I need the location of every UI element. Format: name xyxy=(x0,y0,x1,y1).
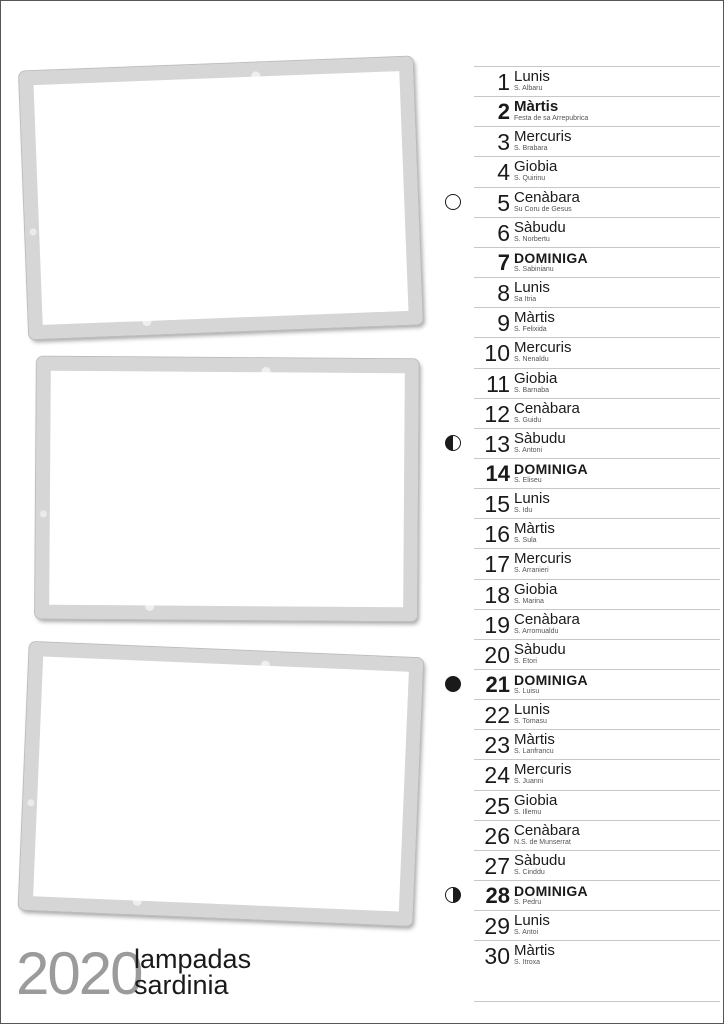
day-number: 27 xyxy=(484,852,510,879)
day-row xyxy=(474,126,720,156)
day-row xyxy=(474,458,720,488)
saint-name: S. Idu xyxy=(514,507,533,515)
day-row xyxy=(474,428,720,458)
day-number: 11 xyxy=(486,370,510,397)
day-row xyxy=(474,669,720,699)
day-number: 22 xyxy=(484,702,510,729)
saint-name: S. Lanfrancu xyxy=(514,748,554,756)
day-row xyxy=(474,398,720,428)
day-name: Màrtis xyxy=(514,731,555,749)
saint-name: S. Sabinianu xyxy=(514,265,554,273)
day-row xyxy=(474,729,720,759)
photo-frame-3 xyxy=(19,642,424,926)
day-name: Lunis xyxy=(514,912,550,930)
day-row xyxy=(474,488,720,518)
day-name: Màrtis xyxy=(514,98,559,116)
day-row xyxy=(474,156,720,186)
day-row xyxy=(474,699,720,729)
day-row xyxy=(474,307,720,337)
day-name: Lunis xyxy=(514,701,550,719)
saint-name: S. Illemu xyxy=(514,808,542,816)
day-row xyxy=(474,187,720,217)
day-name: Mercuris xyxy=(514,761,572,779)
day-number: 7 xyxy=(497,249,510,275)
saint-name: Sa Itria xyxy=(514,296,537,304)
day-row xyxy=(474,66,720,96)
saint-name: S. Quirinu xyxy=(514,175,546,183)
day-number: 2 xyxy=(497,99,510,125)
day-number: 20 xyxy=(484,641,510,668)
day-row xyxy=(474,518,720,548)
last-quarter-moon-icon xyxy=(445,435,461,451)
saint-name: S. Eliseu xyxy=(514,476,542,484)
day-number: 9 xyxy=(497,310,510,337)
day-name: Sàbudu xyxy=(514,218,566,236)
saint-name: S. Norbertu xyxy=(514,235,550,243)
day-number: 23 xyxy=(484,732,510,759)
first-quarter-moon-icon xyxy=(445,887,461,903)
day-number: 13 xyxy=(484,430,510,457)
day-row xyxy=(474,850,720,880)
day-number: 12 xyxy=(484,400,510,427)
saint-name: S. Marina xyxy=(514,597,544,605)
day-number: 16 xyxy=(484,521,510,548)
day-row xyxy=(474,277,720,307)
saint-name: S. Arromualdu xyxy=(514,627,559,635)
day-name: Màrtis xyxy=(514,942,555,960)
saint-name: Festa de sa Arrepubrica xyxy=(514,115,589,123)
brand-line-2: sardinia xyxy=(134,970,229,1000)
day-number: 26 xyxy=(484,822,510,849)
saint-name: S. Nenaldu xyxy=(514,356,549,364)
day-name: Màrtis xyxy=(514,309,555,327)
full-moon-icon xyxy=(445,194,461,210)
day-row xyxy=(474,940,720,970)
day-name: Cenàbara xyxy=(514,821,580,839)
day-name: Màrtis xyxy=(514,520,555,538)
day-number: 24 xyxy=(484,762,510,789)
day-row xyxy=(474,639,720,669)
day-number: 30 xyxy=(484,943,510,970)
day-row xyxy=(474,579,720,609)
saint-name: S. Felixida xyxy=(514,326,547,334)
day-number: 14 xyxy=(485,460,510,486)
day-number: 8 xyxy=(497,280,510,307)
day-name: Sàbudu xyxy=(514,429,566,447)
day-name: DOMINIGA xyxy=(514,249,588,266)
year-label: 2020 xyxy=(16,940,142,1007)
day-number: 15 xyxy=(484,491,510,518)
new-moon-icon xyxy=(445,676,461,692)
day-number: 6 xyxy=(497,219,510,246)
day-name: DOMINIGA xyxy=(514,460,588,477)
saint-name: S. Etori xyxy=(514,657,537,665)
day-name: DOMINIGA xyxy=(514,672,588,688)
day-name: Cenàbara xyxy=(514,399,580,417)
day-name: Giobia xyxy=(514,791,558,809)
day-number: 21 xyxy=(485,672,510,697)
brand-line-1: lampadas xyxy=(134,944,252,974)
day-row xyxy=(474,820,720,850)
day-row xyxy=(474,368,720,398)
day-number: 3 xyxy=(497,129,510,156)
day-row xyxy=(474,880,720,910)
day-name: Mercuris xyxy=(514,128,572,146)
day-number: 10 xyxy=(484,340,510,367)
day-row xyxy=(474,337,720,367)
day-name: Cenàbara xyxy=(514,610,580,628)
day-name: Lunis xyxy=(514,68,550,85)
day-row xyxy=(474,217,720,247)
day-number: 18 xyxy=(484,581,510,608)
day-name: Cenàbara xyxy=(514,188,580,206)
day-list-bottom-rule xyxy=(474,1001,720,1002)
day-name: Mercuris xyxy=(514,339,572,357)
saint-name: S. Guidu xyxy=(514,416,542,424)
day-name: Giobia xyxy=(514,369,558,387)
day-row xyxy=(474,247,720,277)
day-number: 19 xyxy=(484,611,510,638)
saint-name: S. Pedru xyxy=(514,899,542,907)
day-number: 17 xyxy=(484,551,510,578)
photo-frame-2 xyxy=(35,357,419,622)
saint-name: Su Coru de Gesus xyxy=(514,205,572,213)
day-name: Mercuris xyxy=(514,550,572,568)
day-name: Sàbudu xyxy=(514,640,566,658)
saint-name: S. Brabara xyxy=(514,145,548,153)
saint-name: S. Arranieri xyxy=(514,567,549,575)
saint-name: S. Antoi xyxy=(514,929,539,937)
saint-name: S. Cinddu xyxy=(514,868,545,876)
saint-name: S. Barnaba xyxy=(514,386,550,394)
day-row xyxy=(474,759,720,789)
day-name: Giobia xyxy=(514,158,558,176)
saint-name: S. Tomasu xyxy=(514,718,547,726)
day-row xyxy=(474,910,720,940)
day-number: 29 xyxy=(484,913,510,940)
saint-name: N.S. de Munserrat xyxy=(514,838,571,846)
day-name: Lunis xyxy=(514,490,550,508)
saint-name: S. Antoni xyxy=(514,446,543,454)
photo-frame-1 xyxy=(19,57,423,340)
saint-name: S. Juanni xyxy=(514,778,544,786)
day-name: DOMINIGA xyxy=(514,883,588,900)
saint-name: S. Albaru xyxy=(514,85,543,92)
day-row xyxy=(474,609,720,639)
day-name: Lunis xyxy=(514,279,550,297)
day-number: 4 xyxy=(497,159,510,186)
saint-name: S. Itroxa xyxy=(514,959,541,967)
day-number: 28 xyxy=(485,883,510,909)
day-row xyxy=(474,96,720,126)
day-number: 5 xyxy=(497,189,510,216)
day-row xyxy=(474,548,720,578)
saint-name: S. Luisu xyxy=(514,688,540,695)
day-name: Giobia xyxy=(514,580,558,598)
saint-name: S. Sula xyxy=(514,537,537,545)
day-name: Sàbudu xyxy=(514,851,566,869)
day-number: 1 xyxy=(497,69,510,95)
day-row xyxy=(474,790,720,820)
day-number: 25 xyxy=(484,792,510,819)
